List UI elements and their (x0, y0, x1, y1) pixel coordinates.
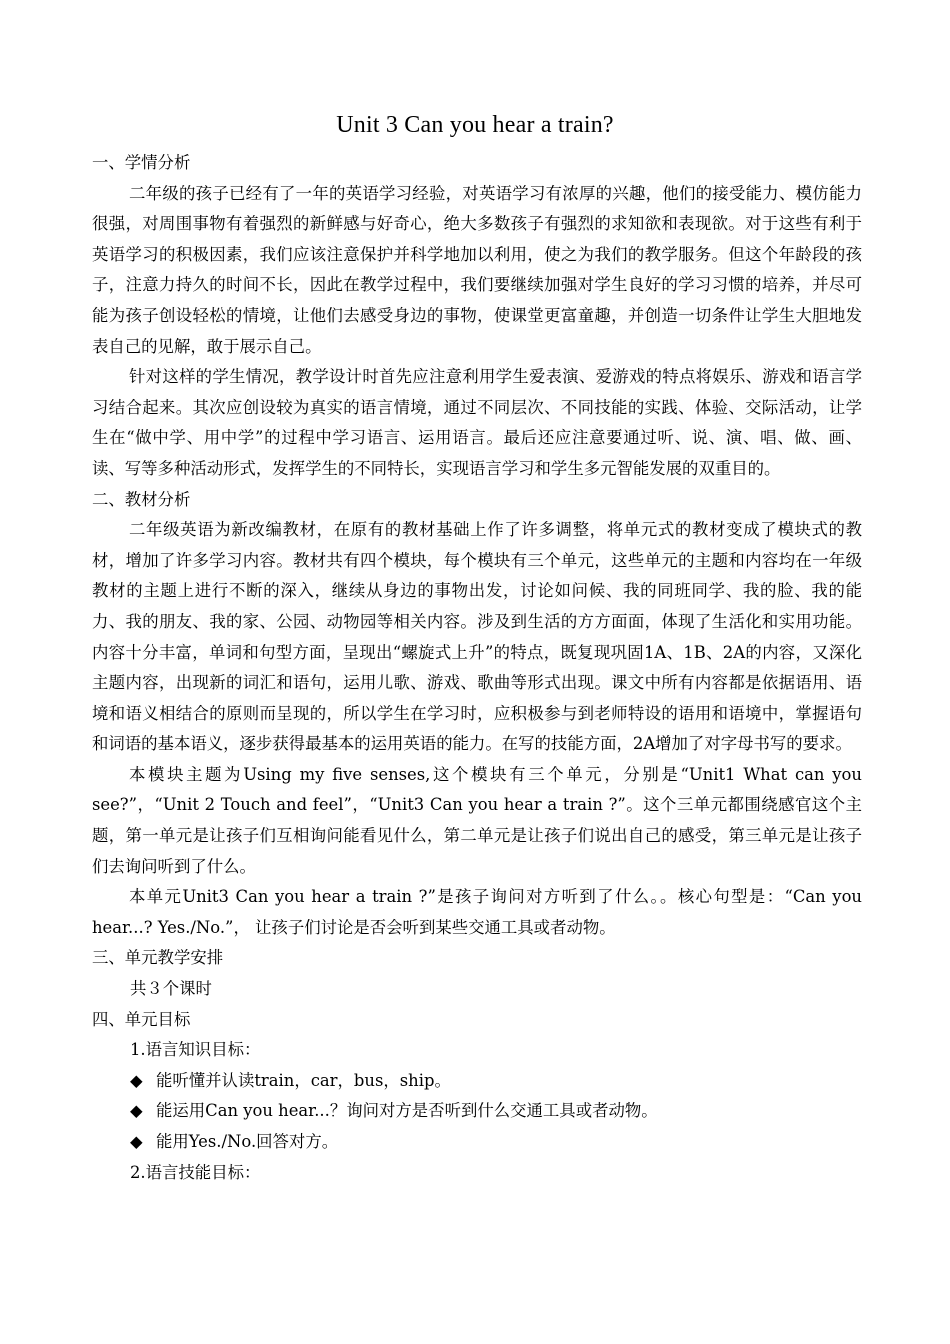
paragraph: 本单元Unit3 Can you hear a train ?”是孩子询问对方听到了什么。。核心句型是：“Can you hear...? Yes./No.”， 让孩子们讨论是否会听到某些交通工具或者动物。 (92, 887, 862, 937)
diamond-bullet-icon: ◆ (130, 1070, 143, 1090)
diamond-bullet-icon: ◆ (130, 1132, 143, 1151)
section-heading-learner-analysis: 一、学情分析 (92, 153, 191, 172)
goal-subheading: 2.语言技能目标： (130, 1162, 261, 1182)
list-item-text: 能听懂并认读train，car，bus，ship。 (156, 1070, 451, 1090)
paragraph: 二年级的孩子已经有了一年的英语学习经验，对英语学习有浓厚的兴趣，他们的接受能力、模仿能力很强，对周围事物有着强烈的新鲜感与好奇心，绝大多数孩子有强烈的求知欲和表现欲。对于这些有利于英语学习的积极因素，我们应该注意保护并科学地加以利用，使之为我们的教学服务。但这个年龄段的孩子，注意力持久的时间不长，因此在教学过程中，我们要继续加强对学生良好的学习习惯的培养，并尽可能为孩子创设轻松的情境，让他们去感受身边的事物，使课堂更富童趣，并创造一切条件让学生大胆地发表自己的见解，敢于展示自己。 (92, 183, 862, 356)
list-item-text: 能运用Can you hear...？询问对方是否听到什么交通工具或者动物。 (156, 1101, 658, 1121)
goal-subheading: 1.语言知识目标： (130, 1040, 261, 1060)
list-item (92, 1066, 862, 1097)
document-title: Unit 3 Can you hear a train? (336, 112, 614, 138)
section-heading-textbook-analysis: 二、教材分析 (92, 489, 191, 509)
schedule-line: 共３个课时 (130, 979, 212, 999)
section-heading-unit-schedule: 三、单元教学安排 (92, 948, 224, 968)
paragraph: 针对这样的学生情况，教学设计时首先应注意利用学生爱表演、爱游戏的特点将娱乐、游戏和语言学习结合起来。其次应创设较为真实的语言情境，通过不同层次、不同技能的实践、体验、交际活动，让学生在“做中学、用中学”的过程中学习语言、运用语言。最后还应注意要通过听、说、演、唱、做、画、读、写等多种活动形式，发挥学生的不同特长，实现语言学习和学生多元智能发展的双重目的。 (92, 367, 862, 478)
paragraph: 二年级英语为新改编教材，在原有的教材基础上作了许多调整，将单元式的教材变成了模块式的教材，增加了许多学习内容。教材共有四个模块，每个模块有三个单元，这些单元的主题和内容均在一年级教材的主题上进行不断的深入，继续从身边的事物出发，讨论如问候、我的同班同学、我的脸、我的能力、我的朋友、我的家、公园、动物园等相关内容。涉及到生活的方方面面，体现了生活化和实用功能。内容十分丰富，单词和句型方面，呈现出“螺旋式上升”的特点，既复现巩固1A、1B、2A的内容，又深化主题内容，出现新的词汇和语句，运用儿歌、游戏、歌曲等形式出现。课文中所有内容都是依据语用、语境和语义相结合的原则而呈现的，所以学生在学习时，应积极参与到老师特设的语用和语境中，掌握语句和词语的基本语义，逐步获得最基本的运用英语的能力。在写的技能方面，2A增加了对字母书写的要求。 (92, 520, 862, 754)
diamond-bullet-icon: ◆ (130, 1101, 143, 1121)
section-heading-unit-goals: 四、单元目标 (92, 1009, 191, 1029)
list-item-text: 能用Yes./No.回答对方。 (156, 1132, 339, 1151)
list-item (92, 1127, 862, 1158)
list-item (92, 1096, 862, 1127)
document-body (92, 148, 862, 1188)
paragraph: 本模块主题为Using my five senses,这个模块有三个单元，分别是“Unit1 What can you see?”，“Unit 2 Touch and feel”，“Unit3 Can you hear a train ?”。这个三单元都围绕感官这个主题，第一单元是让孩子们互相询问能看见什么，第二单元是让孩子们说出自己的感受，第三单元是让孩子们去询问听到了什么。 (92, 764, 862, 876)
